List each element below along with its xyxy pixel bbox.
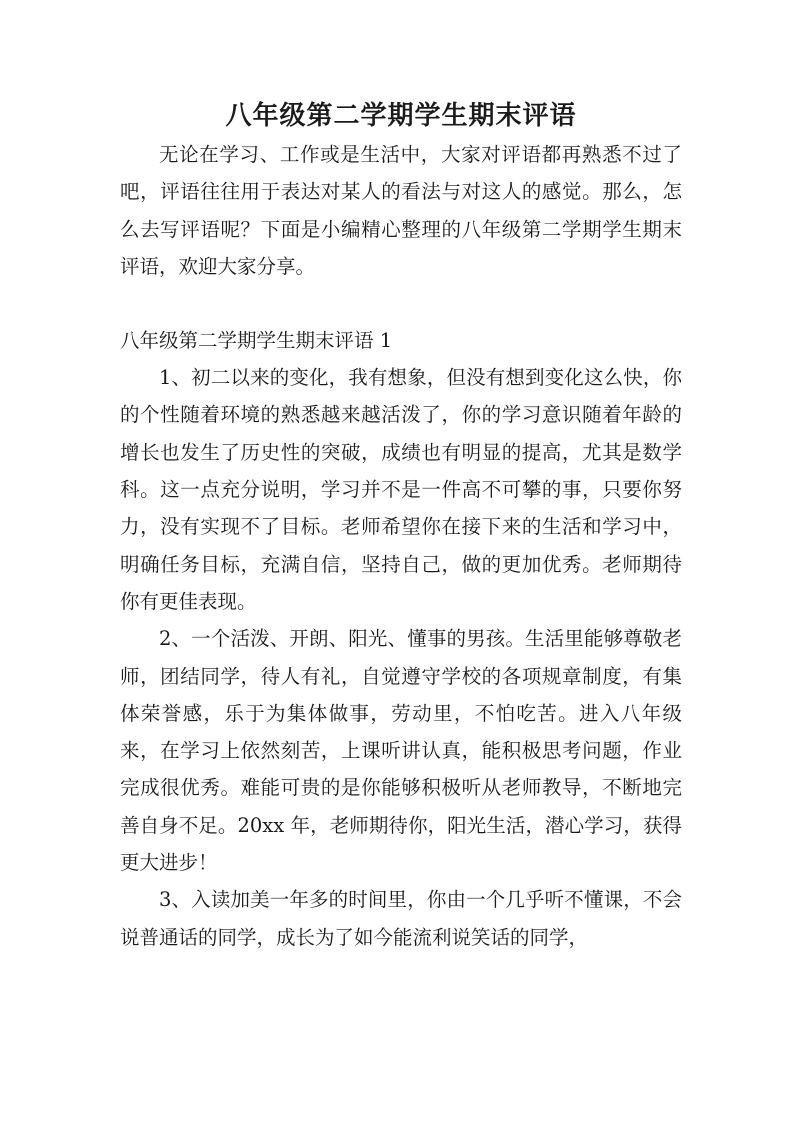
body-paragraph-3: 3、入读加美一年多的时间里，你由一个几乎听不懂课，不会说普通话的同学，成长为了如今能流利说笑话的同学， (120, 888, 682, 949)
document-title: 八年级第二学期学生期末评语 (225, 101, 577, 131)
body-paragraph-1: 1、初二以来的变化，我有想象，但没有想到变化这么快，你的个性随着环境的熟悉越来越活泼了，你的学习意识随着年龄的增长也发生了历史性的突破，成绩也有明显的提高，尤其是数学科。这一点充分说明，学习并不是一件高不可攀的事，只要你努力，没有实现不了目标。老师希望你在接下来的生活和学习中，明确任务目标，充满自信，坚持自己，做的更加优秀。老师期待你有更佳表现。 (120, 366, 682, 613)
body-paragraph-2: 2、一个活泼、开朗、阳光、懂事的男孩。生活里能够尊敬老师，团结同学，待人有礼，自觉遵守学校的各项规章制度，有集体荣誉感，乐于为集体做事，劳动里，不怕吃苦。进入八年级来，在学习上依然刻苦，上课听讲认真，能积极思考问题，作业完成很优秀。难能可贵的是你能够积极听从老师教导，不断地完善自身不足。20xx 年，老师期待你，阳光生活，潜心学习，获得更大进步！ (120, 627, 682, 875)
intro-paragraph: 无论在学习、工作或是生活中，大家对评语都再熟悉不过了吧，评语往往用于表达对某人的看法与对这人的感觉。那么，怎么去写评语呢？下面是小编精心整理的八年级第二学期学生期末评语，欢迎大家分享。 (120, 143, 682, 278)
section-heading: 八年级第二学期学生期末评语 1 (120, 329, 393, 353)
